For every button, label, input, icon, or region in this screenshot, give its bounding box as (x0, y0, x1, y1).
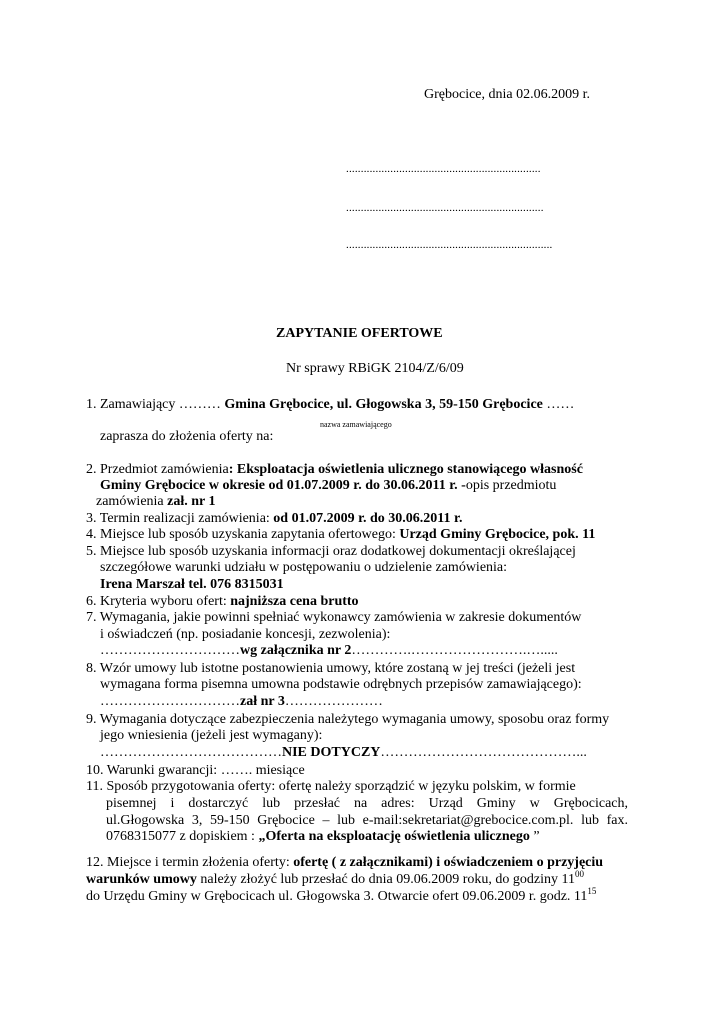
item-2-attachment: zał. nr 1 (167, 494, 216, 509)
item-2-line-1 (86, 462, 583, 478)
item-3-period: od 01.07.2009 r. do 30.06.2011 r. (273, 511, 463, 526)
item-11-line-4 (106, 829, 540, 845)
item-2-desc: opis przedmiotu (465, 478, 557, 493)
item-7-line-2: i oświadczeń (np. posiadanie koncesji, zezwolenia): (100, 627, 391, 642)
item-5-line-1: 5. Miejsce lub sposób uzyskania informacji oraz dodatkowej dokumentacji określającej (86, 544, 576, 559)
document-title: ZAPYTANIE OFERTOWE (276, 326, 443, 341)
item-6-pre: 6. Kryteria wyboru ofert: (86, 594, 231, 609)
item-5-contact: Irena Marszał tel. 076 8315031 (100, 577, 284, 592)
item-8-attachment: zał nr 3 (240, 694, 285, 709)
item-6-line (86, 594, 359, 610)
item-12-deadline: należy złożyć lub przesłać do dnia 09.06.2009 roku, do godziny 11 (196, 872, 576, 887)
item-3-pre: 3. Termin realizacji zamówienia: (86, 511, 274, 526)
case-number: Nr sprawy RBiGK 2104/Z/6/09 (286, 361, 464, 376)
item-12-opening-minutes: 15 (587, 886, 597, 896)
item-1-invite: zaprasza do złożenia oferty na: (100, 429, 274, 444)
item-9-dots-post: ……………………………………... (380, 745, 587, 760)
item-11-quote-end: ” (529, 829, 540, 844)
item-11-line-2: pisemnej i dostarczyć lub przesłać na adres: Urząd Gminy w Grębocicach, (106, 796, 628, 811)
item-4-pre: 4. Miejsce lub sposób uzyskania zapytania ofertowego: (86, 527, 400, 542)
item-2-line-2 (100, 478, 556, 494)
item-9-line-1: 9. Wymagania dotyczące zabezpieczenia należytego wymagania umowy, sposobu oraz formy (86, 712, 610, 727)
item-6-criteria: najniższa cena brutto (230, 594, 359, 609)
item-11-label: „Oferta na eksploatację oświetlenia ulicznego (258, 829, 530, 844)
item-10-line: 10. Warunki gwarancji: ……. miesiące (86, 763, 305, 778)
item-8-dots-post: ………………… (284, 694, 383, 709)
item-1-post: …… (542, 397, 575, 412)
item-7-line-3 (100, 643, 558, 659)
item-1-name: Gmina Grębocice, ul. Głogowska 3, 59-150 Grębocice (224, 397, 543, 412)
item-2-desc-cont: zamówienia (96, 494, 168, 509)
item-7-attachment: wg załącznika nr 2 (240, 643, 352, 658)
item-12-deadline-minutes: 00 (575, 869, 585, 879)
address-line-1: .................................................................. (346, 163, 541, 175)
item-12-pre: 12. Miejsce i termin złożenia oferty: (86, 855, 294, 870)
item-12-opening: do Urzędu Gminy w Grębocicach ul. Głogowska 3. Otwarcie ofert 09.06.2009 r. godz. 11 (86, 889, 588, 904)
item-12-terms: warunków umowy (86, 872, 197, 887)
item-11-fax: 0768315077 z dopiskiem : (106, 829, 259, 844)
item-9-line-2: jego wniesienia (jeżeli jest wymagany): (100, 728, 323, 743)
item-1-pre: 1. Zamawiający ……… (86, 397, 225, 412)
item-2-subject: : Eksploatacja oświetlenia ulicznego stanowiącego własność (228, 462, 583, 477)
item-12-line-3 (86, 886, 597, 905)
item-12-line-2 (86, 869, 585, 888)
item-1-line (86, 397, 574, 413)
item-9-line-3 (100, 745, 587, 761)
item-3-line (86, 511, 462, 527)
item-2-period: Gminy Grębocice w okresie od 01.07.2009 r. do 30.06.2011 r. - (100, 478, 466, 493)
item-7-dots-pre: ………………………… (100, 643, 240, 658)
item-5-line-2: szczegółowe warunki udziału w postępowaniu o udzielenie zamówienia: (100, 560, 508, 575)
item-4-line (86, 527, 595, 543)
item-2-line-3 (96, 494, 216, 510)
item-9-dots-pre: ………………………………… (100, 745, 282, 760)
item-12-line-1 (86, 855, 603, 871)
address-line-3: ...................................................................... (346, 239, 553, 251)
item-4-place: Urząd Gminy Grębocice, pok. 11 (399, 527, 596, 542)
place-date: Grębocice, dnia 02.06.2009 r. (424, 87, 591, 102)
item-8-line-3 (100, 694, 383, 710)
item-8-line-2: wymagana forma pisemna umowna podstawie odrębnych przepisów zamawiającego): (100, 677, 582, 692)
item-7-dots-post: ………….…………………….…..... (351, 643, 558, 658)
item-8-line-1: 8. Wzór umowy lub istotne postanowienia umowy, które zostaną w jej treści (jeżeli jest (86, 661, 576, 676)
item-8-dots-pre: ………………………… (100, 694, 240, 709)
item-9-not-applicable: NIE DOTYCZY (282, 745, 381, 760)
address-line-2: ................................................................... (346, 202, 544, 214)
item-2-pre: 2. Przedmiot zamówienia (86, 462, 229, 477)
item-1-caption: nazwa zamawiającego (320, 420, 392, 429)
item-11-line-3: ul.Głogowska 3, 59-150 Grębocice – lub e-mail:sekretariat@grebocice.com.pl. lub fax. (106, 813, 628, 828)
item-12-offer: ofertę ( z załącznikami) i oświadczeniem o przyjęciu (293, 855, 604, 870)
item-11-line-1: 11. Sposób przygotowania oferty: ofertę należy sporządzić w języku polskim, w formie (86, 779, 576, 794)
item-7-line-1: 7. Wymagania, jakie powinni spełniać wykonawcy zamówienia w zakresie dokumentów (86, 610, 582, 625)
